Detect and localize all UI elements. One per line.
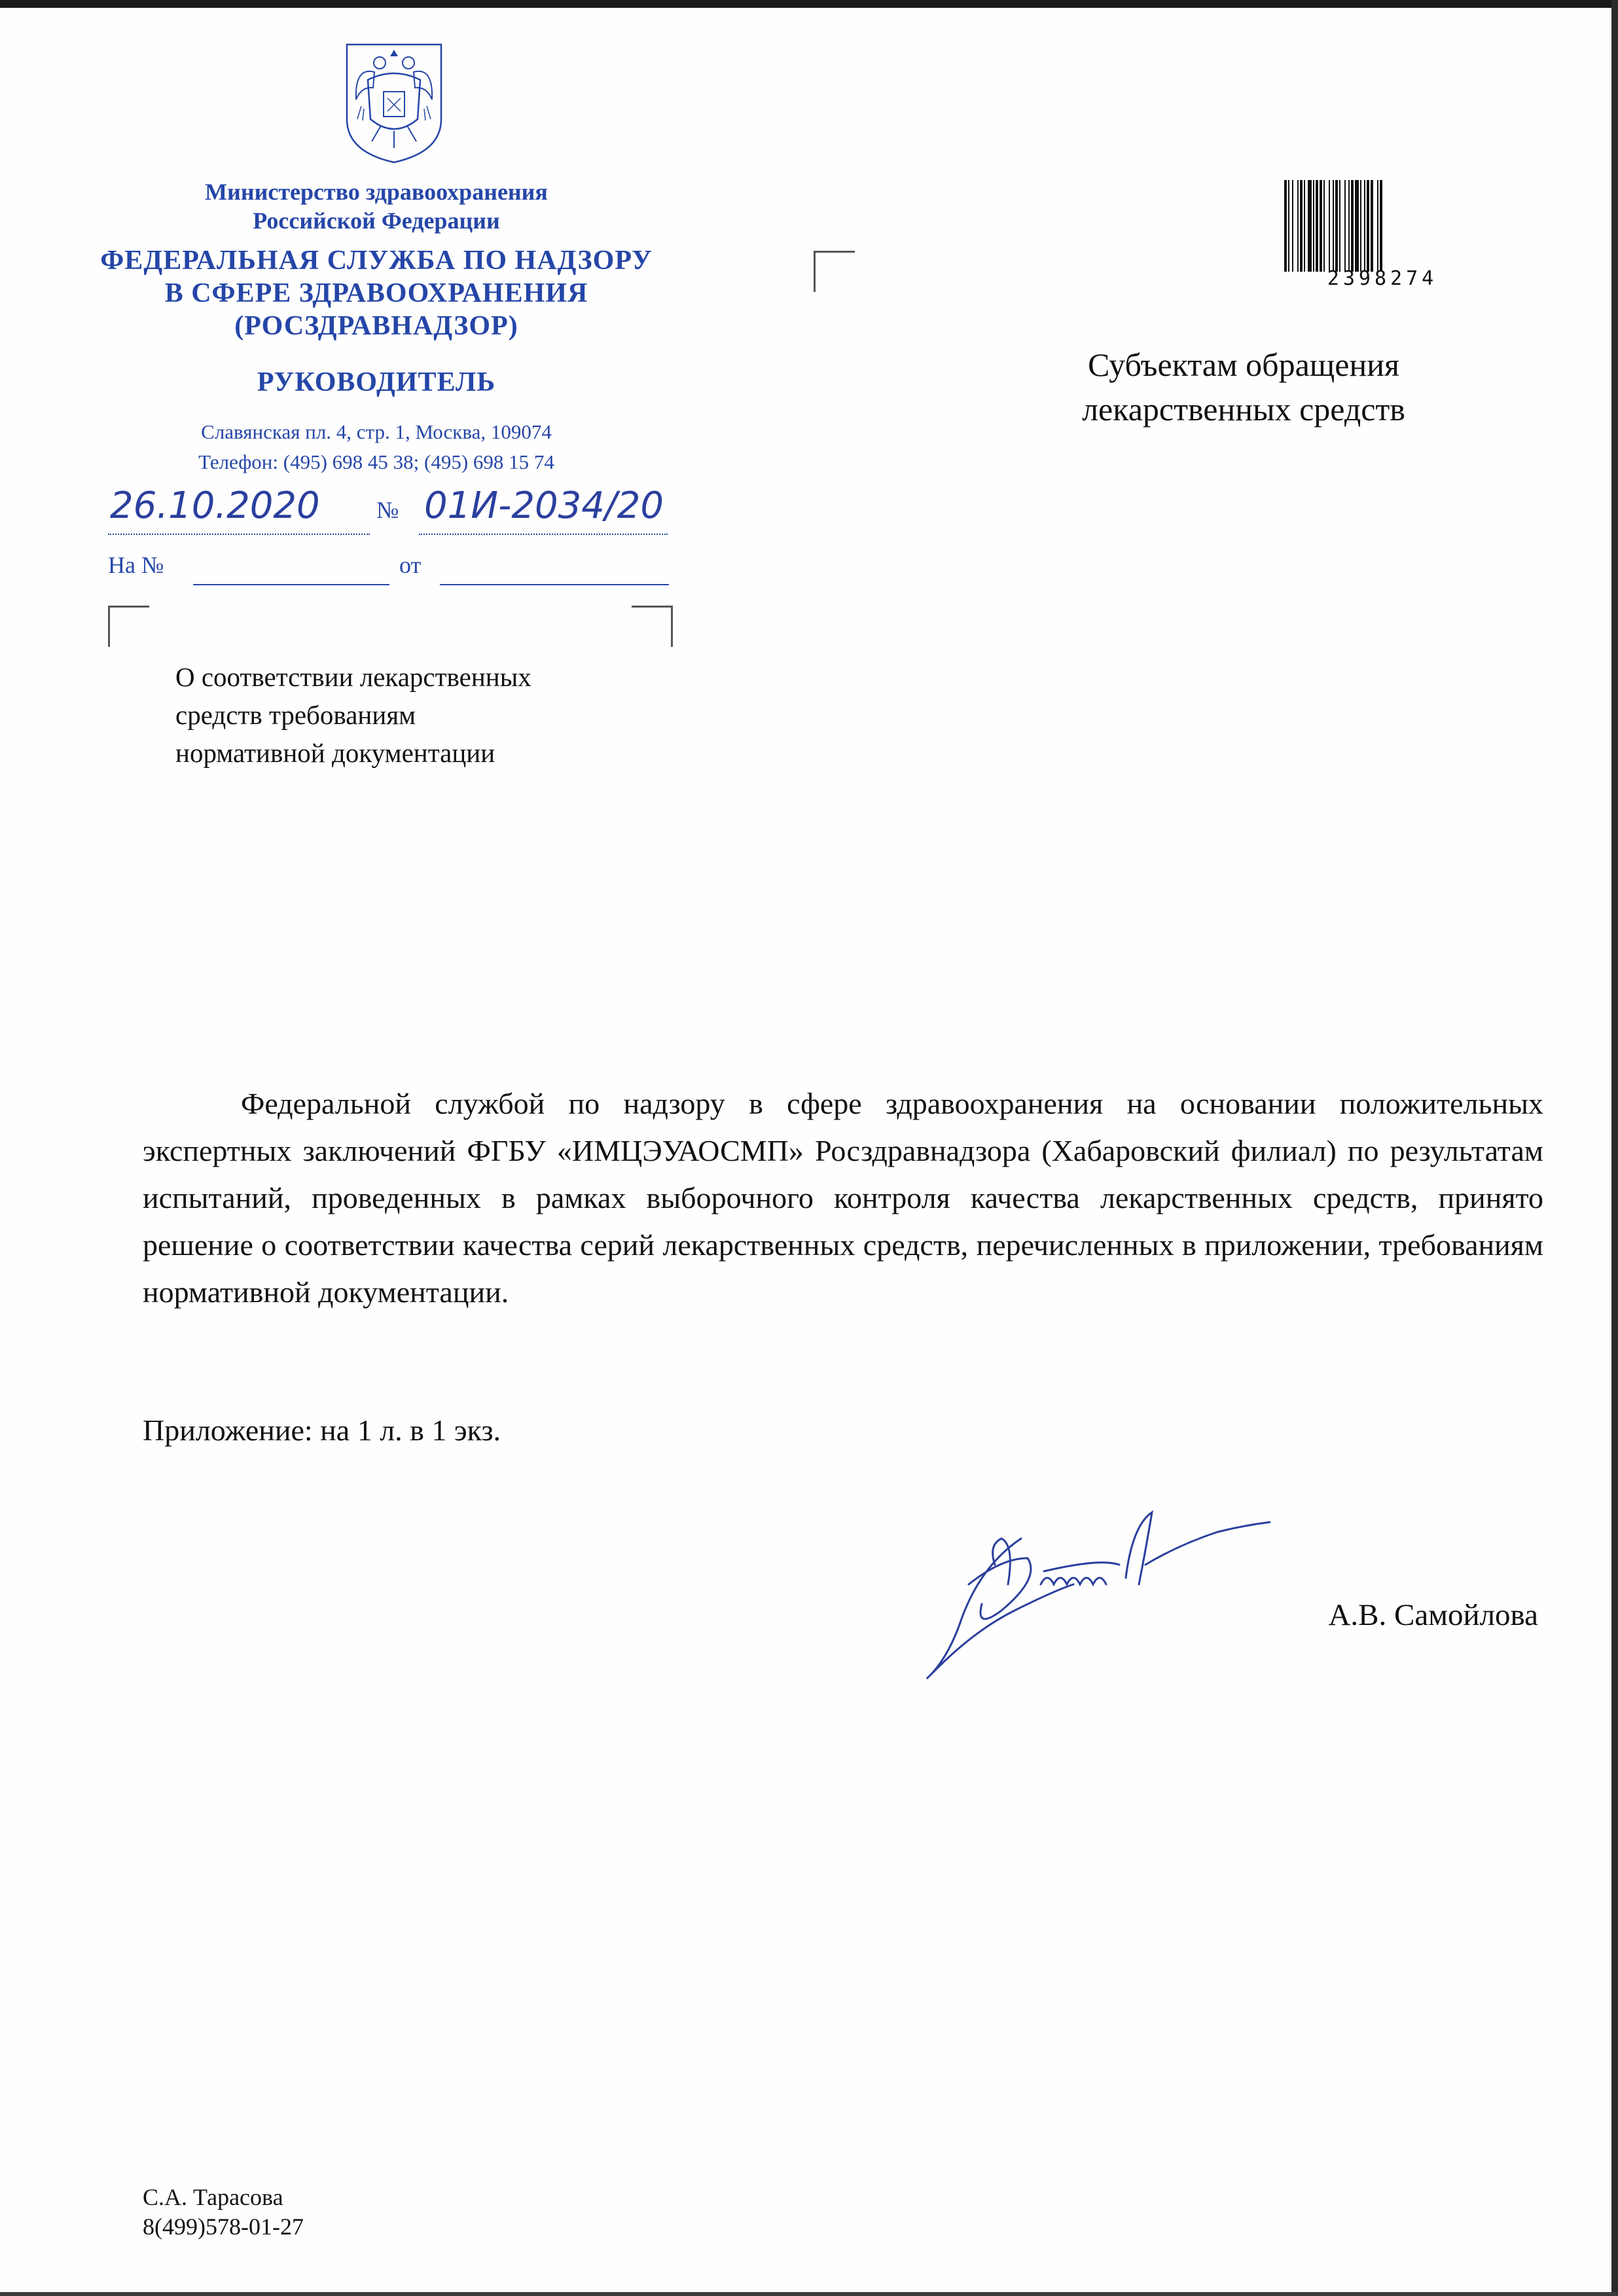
barcode <box>1284 180 1481 272</box>
signer-name: А.В. Самойлова <box>1328 1598 1538 1632</box>
scan-edge-top <box>0 0 1618 8</box>
reference-from-label: от <box>399 552 422 578</box>
address-line: Славянская пл. 4, стр. 1, Москва, 109074 <box>201 420 552 443</box>
registration-date: 26.10.2020 <box>110 484 320 527</box>
number-sign: № <box>376 497 399 523</box>
executor-phone: 8(499)578-01-27 <box>143 2214 304 2240</box>
service-line-2: В СФЕРЕ ЗДРАВООХРАНЕНИЯ <box>164 278 588 308</box>
attachment-note: Приложение: на 1 л. в 1 экз. <box>143 1413 501 1447</box>
executor-name: С.А. Тарасова <box>143 2184 283 2210</box>
registration-number: 01И-2034/20 <box>424 484 664 527</box>
coat-of-arms-icon <box>342 41 446 165</box>
handwritten-signature <box>903 1486 1322 1696</box>
letter-body <box>143 1080 1543 1316</box>
subject-corner-right <box>632 606 673 647</box>
phone-line: Телефон: (495) 698 45 38; (495) 698 15 74 <box>198 450 554 473</box>
service-line-3: (РОСЗДРАВНАДЗОР) <box>234 311 518 341</box>
service-line-1: ФЕДЕРАЛЬНАЯ СЛУЖБА ПО НАДЗОРУ <box>100 246 653 276</box>
ministry-line-1: Министерство здравоохранения <box>205 179 548 205</box>
subject-line-3: нормативной документации <box>175 738 495 768</box>
reference-number-label: На № <box>108 552 164 578</box>
subject-corner-left <box>108 606 149 647</box>
scan-edge-right <box>1611 0 1618 2296</box>
reference-number-line <box>193 584 389 585</box>
date-underline <box>108 534 370 535</box>
barcode-number: 2398274 <box>1327 267 1438 290</box>
scan-edge-bottom <box>0 2292 1618 2296</box>
recipient-line-1: Субъектам обращения <box>1088 346 1399 383</box>
reference-date-line <box>440 584 669 585</box>
body-paragraph: Федеральной службой по надзору в сфере здравоохранения на основании положительных экспертных заключений ФГБУ «ИМЦЭУАОСМП» Росздравнадзора (Хабаровский филиал) по результатам испытаний, проведенных в рамках выборочного контроля качества лекарственных средств, принято решение о соответствии качества серий лекарственных средств, перечисленных в приложении, требованиям нормативной документации. <box>143 1087 1543 1309</box>
number-underline <box>419 534 668 535</box>
subject-line-1: О соответствии лекарственных <box>175 662 531 692</box>
subject-line-2: средств требованиям <box>175 700 416 730</box>
position-title: РУКОВОДИТЕЛЬ <box>257 367 496 397</box>
ministry-line-2: Российской Федерации <box>253 208 500 234</box>
recipient-corner-bracket <box>814 251 855 292</box>
recipient-line-2: лекарственных средств <box>1082 391 1405 428</box>
barcode-bar <box>1380 180 1382 272</box>
